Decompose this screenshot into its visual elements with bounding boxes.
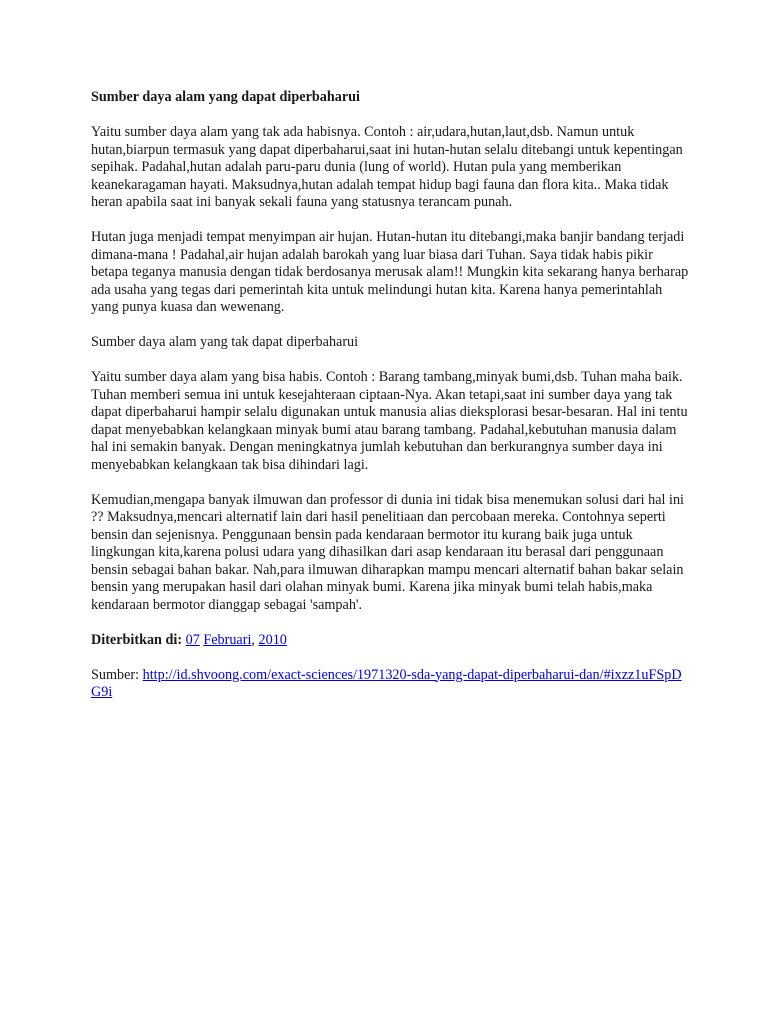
- published-year-link[interactable]: 2010: [258, 631, 287, 648]
- document-page: [91, 89, 691, 702]
- published-comma: ,: [251, 631, 255, 648]
- source-url-link[interactable]: http://id.shvoong.com/exact-sciences/1971320-sda-yang-dapat-diperbaharui-dan/#ixzz1uFSpDG9i: [91, 666, 682, 700]
- section-title-renewable: Sumber daya alam yang dapat diperbaharui: [91, 89, 360, 105]
- source-label: Sumber:: [91, 666, 143, 683]
- source-line: [91, 667, 691, 702]
- section-title-nonrenewable: Sumber daya alam yang tak dapat diperbaharui: [91, 334, 359, 350]
- published-label: Diterbitkan di:: [91, 631, 183, 648]
- published-day-link[interactable]: 07: [185, 631, 200, 648]
- published-line: [91, 632, 691, 650]
- paragraph-renewable-1: Yaitu sumber daya alam yang tak ada habisnya. Contoh : air,udara,hutan,laut,dsb. Namun untuk hutan,biarpun termasuk yang dapat diperbaharui,saat ini hutan-hutan selalu ditebangi untuk kepentingan sepihak. Padahal,hutan adalah paru-paru dunia (lung of world). Hutan pula yang memberikan keanekaragaman hayati. Maksudnya,hutan adalah tempat hidup bagi fauna dan flora kita.. Maka tidak heran apabila saat ini banyak sekali fauna yang statusnya terancam punah.: [91, 124, 683, 210]
- paragraph-renewable-2: Hutan juga menjadi tempat menyimpan air hujan. Hutan-hutan itu ditebangi,maka banjir bandang terjadi dimana-mana ! Padahal,air hujan adalah barokah yang luar biasa dari Tuhan. Saya tidak habis pikir betapa teganya manusia dengan tidak berdosanya merusak alam!! Mungkin kita sekarang hanya berharap ada usaha yang tegas dari pemerintah kita untuk melindungi hutan kita. Karena hanya pemerintahlah yang punya kuasa dan wewenang.: [91, 229, 689, 315]
- paragraph-nonrenewable-2: Kemudian,mengapa banyak ilmuwan dan professor di dunia ini tidak bisa menemukan solusi dari hal ini ?? Maksudnya,mencari alternatif lain dari hasil penelitiaan dan percobaan mereka. Contohnya seperti bensin dan sejenisnya. Penggunaan bensin pada kendaraan bermotor itu kurang baik juga untuk lingkungan kita,karena polusi udara yang dihasilkan dari asap kendaraan itu berasal dari penggunaan bensin sebagai bahan bakar. Nah,para ilmuwan diharapkan mampu mencari alternatif bahan bakar selain bensin yang merupakan hasil dari olahan minyak bumi. Karena jika minyak bumi telah habis,maka kendaraan bermotor dianggap sebagai 'sampah'.: [91, 491, 684, 613]
- paragraph-nonrenewable-1: Yaitu sumber daya alam yang bisa habis. Contoh : Barang tambang,minyak bumi,dsb. Tuhan maha baik. Tuhan memberi semua ini untuk kesejahteraan ciptaan-Nya. Akan tetapi,saat ini sumber daya yang tak dapat diperbaharui hampir selalu digunakan untuk manusia alias dieksplorasi besar-besaran. Hal ini tentu dapat menyebabkan kelangkaan minyak bumi atau barang tambang. Padahal,kebutuhan manusia dalam hal ini semakin banyak. Dengan meningkatnya jumlah kebutuhan dan berkurangnya sumber daya ini menyebabkan kelangkaan tak bisa dihindari lagi.: [91, 369, 688, 473]
- published-month-link[interactable]: Februari: [203, 631, 252, 648]
